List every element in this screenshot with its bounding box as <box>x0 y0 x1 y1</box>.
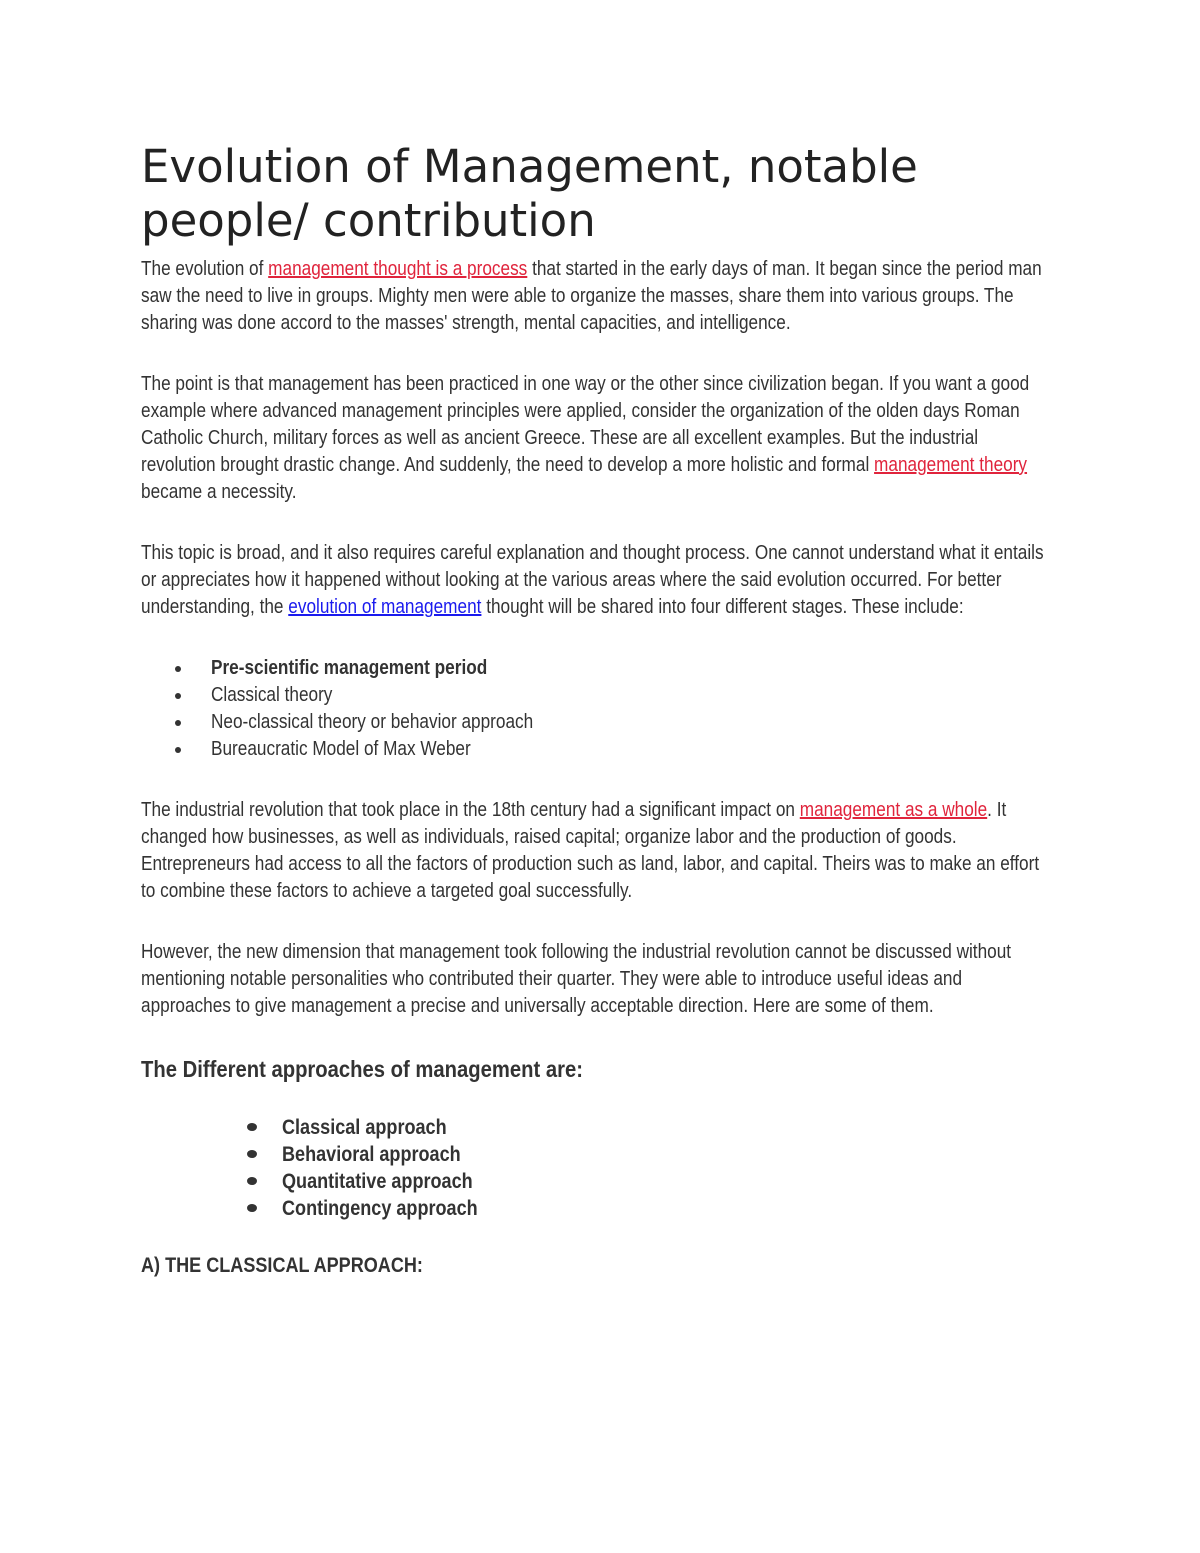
bullet-icon <box>175 747 181 753</box>
paragraph-text: thought will be shared into four different stages. These include: <box>481 596 964 618</box>
list-item: Quantitative approach <box>141 1168 1056 1195</box>
paragraph-text: that started in the early days of man. It began since the period man saw the need to live in groups. Mighty men were able to organize the masses, share them into various groups. The sharing was done accord to the masses' strength, mental capacities, and intelligence. <box>141 258 1042 334</box>
paragraph-text: The industrial revolution that took place in the 18th century had a significant impact on <box>141 799 800 821</box>
list-item: Classical theory <box>141 682 1056 709</box>
paragraph-personalities <box>141 939 1056 1020</box>
bullet-icon <box>175 666 181 672</box>
list-item: Behavioral approach <box>141 1141 1056 1168</box>
bullet-icon <box>175 693 181 699</box>
approaches-list <box>141 1114 1056 1222</box>
bullet-icon <box>247 1150 257 1158</box>
list-item: Bureaucratic Model of Max Weber <box>141 736 1056 763</box>
link-management-thought[interactable]: management thought is a process <box>268 258 528 280</box>
paragraph-text: This topic is broad, and it also requires careful explanation and thought process. One cannot understand what it entails or appreciates how it happened without looking at the various areas where the said evolution occurred. For better understanding, the <box>141 542 1044 618</box>
bullet-icon <box>247 1123 257 1131</box>
stages-list <box>141 655 1056 763</box>
bullet-icon <box>247 1204 257 1212</box>
bullet-icon <box>247 1177 257 1185</box>
paragraph-intro <box>141 256 1056 337</box>
bullet-icon <box>175 720 181 726</box>
document-page <box>141 140 1056 1279</box>
list-item: Pre-scientific management period <box>141 655 1056 682</box>
paragraph-text: However, the new dimension that management took following the industrial revolution cannot be discussed without mentioning notable personalities who contributed their quarter. They were able to introduce useful ideas and approaches to give management a precise and universally acceptable direction. Here are some of them. <box>141 941 1012 1017</box>
page-title: Evolution of Management, notable people/ contribution <box>141 140 918 247</box>
list-item: Classical approach <box>141 1114 1056 1141</box>
paragraph-text: The point is that management has been practiced in one way or the other since civilization began. If you want a good example where advanced management principles were applied, consider the organization of the olden days Roman Catholic Church, military forces as well as ancient Greece. These are all excellent examples. But the industrial revolution brought drastic change. And suddenly, the need to develop a more holistic and formal <box>141 373 1030 476</box>
link-evolution-of-management[interactable]: evolution of management <box>288 596 482 618</box>
list-item: Neo-classical theory or behavior approach <box>141 709 1056 736</box>
paragraph-text: The evolution of <box>141 258 269 280</box>
paragraph-text: . It changed how businesses, as well as individuals, raised capital; organize labor and the production of goods. Entrepreneurs had access to all the factors of production such as land, labor, and capital. Theirs was to make an effort to combine these factors to achieve a targeted goal successfully. <box>141 799 1040 902</box>
approaches-heading: The Different approaches of management are: <box>141 1056 584 1082</box>
paragraph-text: became a necessity. <box>141 481 297 503</box>
link-management-as-a-whole[interactable]: management as a whole <box>799 799 988 821</box>
list-item: Contingency approach <box>141 1195 1056 1222</box>
paragraph-history <box>141 371 1056 506</box>
link-management-theory[interactable]: management theory <box>874 454 1028 476</box>
paragraph-industrial-revolution <box>141 797 1056 905</box>
paragraph-topic <box>141 540 1056 621</box>
section-heading: A) THE CLASSICAL APPROACH: <box>141 1254 423 1277</box>
